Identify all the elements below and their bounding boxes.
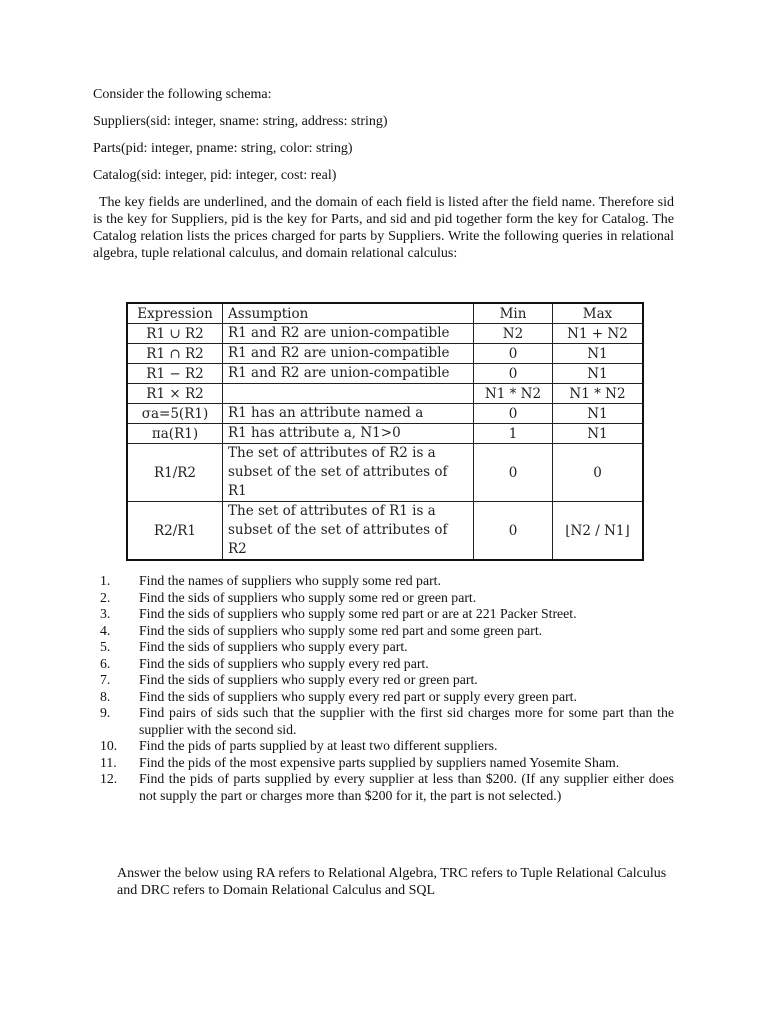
expr-cell: R1 ∪ R2 — [127, 324, 223, 344]
item-text: Find the sids of suppliers who supply every part. — [139, 639, 408, 654]
header-max: Max — [553, 303, 644, 324]
expr-cell: R1 ∩ R2 — [127, 344, 223, 364]
list-item — [100, 705, 674, 738]
list-item — [100, 672, 674, 689]
item-number: 10. — [100, 738, 118, 753]
assumption-cell: The set of attributes of R2 is a subset of the set of attributes of R1 — [223, 444, 474, 502]
schema-suppliers: Suppliers(sid: integer, sname: string, address: string) — [93, 114, 388, 129]
item-number: 5. — [100, 639, 111, 654]
list-item — [100, 606, 674, 623]
table-row — [127, 502, 643, 561]
item-text: Find the sids of suppliers who supply every red or green part. — [139, 672, 478, 687]
max-cell: N1 — [553, 344, 644, 364]
table-row — [127, 424, 643, 444]
item-number: 12. — [100, 771, 118, 786]
expr-cell: R1/R2 — [127, 444, 223, 502]
table-header-row — [127, 303, 643, 324]
max-cell: N1 — [553, 364, 644, 384]
table-row — [127, 444, 643, 502]
item-number: 8. — [100, 688, 111, 704]
assumption-cell: The set of attributes of R1 is a subset of the set of attributes of R2 — [223, 502, 474, 561]
expr-cell: πa(R1) — [127, 424, 223, 444]
description-paragraph — [93, 194, 674, 262]
assumption-cell — [223, 384, 474, 404]
table-row — [127, 384, 643, 404]
item-text: Find the names of suppliers who supply some red part. — [139, 573, 441, 588]
assumption-cell: R1 and R2 are union-compatible — [223, 324, 474, 344]
item-number: 1. — [100, 573, 111, 588]
item-text: Find pairs of sids such that the supplier with the first sid charges more for some part than the supplier with the second sid. — [139, 705, 674, 737]
list-item — [100, 590, 674, 607]
schema-catalog: Catalog(sid: integer, pid: integer, cost: real) — [93, 168, 337, 183]
assumption-cell: R1 and R2 are union-compatible — [223, 344, 474, 364]
operations-table-wrapper — [126, 302, 644, 561]
query-list — [100, 573, 674, 804]
item-number: 9. — [100, 705, 111, 720]
table-row — [127, 404, 643, 424]
table-row — [127, 364, 643, 384]
min-cell: 1 — [474, 424, 553, 444]
min-cell: N2 — [474, 324, 553, 344]
list-item — [100, 689, 674, 706]
expr-cell: R2/R1 — [127, 502, 223, 561]
assumption-cell: R1 has attribute a, N1>0 — [223, 424, 474, 444]
item-text: Find the sids of suppliers who supply some red or green part. — [139, 589, 477, 605]
max-cell: 0 — [553, 444, 644, 502]
item-text: Find the sids of suppliers who supply every red part. — [139, 655, 429, 671]
intro-text: Consider the following schema: — [93, 87, 272, 102]
item-text: Find the pids of parts supplied by at least two different suppliers. — [139, 738, 498, 753]
min-cell: 0 — [474, 444, 553, 502]
max-cell: ⌊N2 / N1⌋ — [553, 502, 644, 561]
list-item — [100, 573, 674, 590]
item-number: 3. — [100, 606, 111, 621]
item-number: 2. — [100, 589, 111, 605]
item-number: 7. — [100, 672, 111, 687]
max-cell: N1 * N2 — [553, 384, 644, 404]
list-item — [100, 755, 674, 772]
header-assumption: Assumption — [223, 303, 474, 324]
item-text: Find the pids of the most expensive parts supplied by suppliers named Yosemite Sham. — [139, 754, 620, 770]
item-number: 4. — [100, 622, 111, 638]
max-cell: N1 — [553, 404, 644, 424]
min-cell: 0 — [474, 344, 553, 364]
expr-cell: σa=5(R1) — [127, 404, 223, 424]
expr-cell: R1 − R2 — [127, 364, 223, 384]
max-cell: N1 + N2 — [553, 324, 644, 344]
schema-parts: Parts(pid: integer, pname: string, color: string) — [93, 141, 353, 156]
list-item — [100, 639, 674, 656]
item-text: Find the sids of suppliers who supply every red part or supply every green part. — [139, 688, 577, 704]
assumption-cell: R1 and R2 are union-compatible — [223, 364, 474, 384]
item-text: Find the sids of suppliers who supply some red part and some green part. — [139, 622, 543, 638]
item-text: Find the sids of suppliers who supply some red part or are at 221 Packer Street. — [139, 606, 577, 621]
answer-instructions: Answer the below using RA refers to Relational Algebra, TRC refers to Tuple Relational Calculus and DRC refers to Domain Relational Calculus and SQL — [117, 866, 667, 898]
item-text: Find the pids of parts supplied by every supplier at less than $200. (If any supplier either does not supply the part or charges more than $200 for it, the part is not selected.) — [139, 771, 674, 803]
table-row — [127, 344, 643, 364]
max-cell: N1 — [553, 424, 644, 444]
header-min: Min — [474, 303, 553, 324]
list-item — [100, 623, 674, 640]
item-number: 11. — [100, 754, 117, 770]
header-expression: Expression — [127, 303, 223, 324]
min-cell: 0 — [474, 404, 553, 424]
operations-table — [126, 302, 644, 561]
description-text: The key fields are underlined, and the domain of each field is listed after the field name. Therefore sid is the key for Suppliers, pid is the key for Parts, and sid and pid together form the key for Catalog. The Catalog relation lists the prices charged for parts by Suppliers. Write the following queries in relational algebra, tuple relational calculus, and domain relational calculus: — [93, 195, 674, 261]
min-cell: 0 — [474, 364, 553, 384]
item-number: 6. — [100, 655, 111, 671]
table-row — [127, 324, 643, 344]
list-item — [100, 738, 674, 755]
expr-cell: R1 × R2 — [127, 384, 223, 404]
list-item — [100, 771, 674, 804]
document-body — [93, 86, 674, 262]
assumption-cell: R1 has an attribute named a — [223, 404, 474, 424]
min-cell: 0 — [474, 502, 553, 561]
min-cell: N1 * N2 — [474, 384, 553, 404]
list-item — [100, 656, 674, 673]
